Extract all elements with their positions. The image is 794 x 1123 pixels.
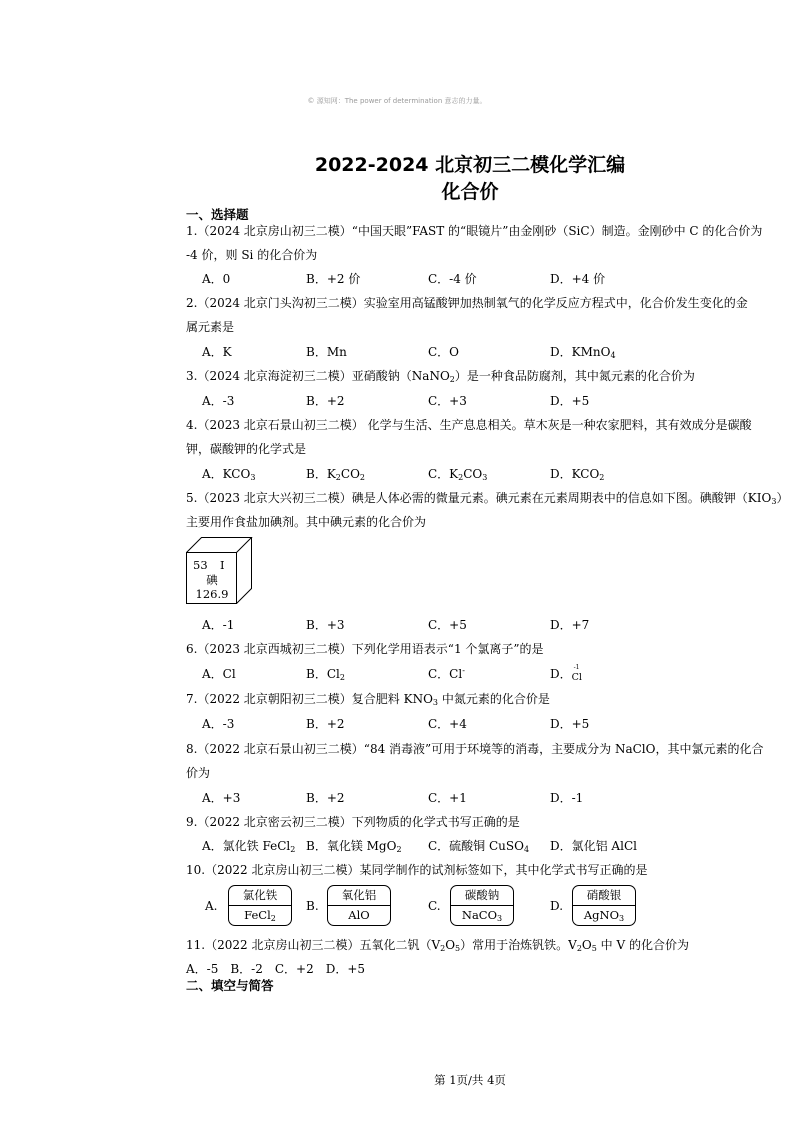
question-11-options: A．-5 B．-2 C．+2 D．+5 [186,962,366,976]
question-7-option-d: D．+5 [550,717,590,731]
valence-mark: -1 [573,664,580,671]
question-1-option-a: A．0 [202,272,231,286]
question-5-option-c: C．+5 [428,618,467,632]
question-8-line-2: 价为 [186,766,211,780]
question-7-option-c: C．+4 [428,717,467,731]
question-6-option-a: A．Cl [202,667,236,681]
reagent-label-c [450,885,514,926]
question-4-line-1: 4.（2023 北京石景山初三二模） 化学与生活、生产息息相关。草木灰是一种农家肥料，其有效成分是碳酸 [186,418,752,432]
question-1-option-c: C．-4 价 [428,272,477,286]
label-c-letter: C. [428,899,441,913]
question-7-option-b: B．+2 [306,717,345,731]
reagent-label-a-name: 氯化铁 [229,886,291,906]
question-8-option-b: B．+2 [306,791,345,805]
question-8-option-c: C．+1 [428,791,467,805]
question-4-line-2: 钾，碳酸钾的化学式是 [186,442,307,456]
question-3-option-b: B．+2 [306,394,345,408]
reagent-label-d-name: 硝酸银 [573,886,635,906]
question-5-option-d: D．+7 [550,618,590,632]
question-9-option-b: B．氧化镁 MgO$_2$ [306,839,402,854]
chlorine-symbol: Cl [571,672,582,683]
question-1-line-1: 1.（2024 北京房山初三二模）“中国天眼”FAST 的“眼镜片”由金刚砂（SiC）制造。金刚砂中 C 的化合价为 [186,224,763,238]
section-heading-fill-in: 二、填空与简答 [186,978,274,993]
question-3-option-c: C．+3 [428,394,467,408]
element-symbol: I [220,558,225,572]
question-4-option-d: D．$KCO_2$ [550,467,605,482]
document-title: 2022-2024 北京初三二模化学汇编 [314,154,626,176]
question-5-option-b: B．+3 [306,618,345,632]
question-1-option-b: B．+2 价 [306,272,361,286]
question-2-option-c: C．O [428,345,460,359]
question-11-line-1: 11.（2022 北京房山初三二模）五氧化二钒$(V_2O_5)$常用于治炼钒铁。$V_2O_5$ 中 V 的化合价为 [186,938,689,953]
question-2-option-b: B．Mn [306,345,347,359]
question-2-option-d: D．KMnO$_4$ [550,345,616,360]
question-9-option-c: C．硫酸铜 CuSO$_4$ [428,839,530,854]
reagent-label-b-name: 氧化铝 [328,886,390,906]
question-10-line-1: 10.（2022 北京房山初三二模）某同学制作的试剂标签如下，其中化学式书写正确的是 [186,863,648,877]
question-5-option-a: A．-1 [202,618,235,632]
question-5-line-2: 主要用作食盐加碘剂。其中碘元素的化合价为 [186,515,427,529]
question-2-option-a: A．K [202,345,232,359]
question-8-option-a: A．+3 [202,791,241,805]
reagent-label-a [228,885,292,926]
reagent-label-d [572,885,636,926]
reagent-label-c-formula: NaCO$_3$ [461,908,503,923]
page-header-watermark: © 源知网：The power of determination 意志的力量。 [307,97,487,105]
question-5-line-1: 5.（2023 北京大兴初三二模）碘是人体必需的微量元素。碘元素在元素周期表中的信息如下图。碘酸钾$(KIO_3)$ [186,491,789,506]
question-2-line-1: 2.（2024 北京门头沟初三二模）实验室用高锰酸钾加热制氧气的化学反应方程式中，化合价发生变化的金 [186,296,748,310]
section-heading-choice: 一、选择题 [186,207,249,222]
reagent-label-c-name: 碳酸钠 [451,886,513,906]
reagent-label-d-formula: AgNO$_3$ [583,908,625,923]
question-1-option-d: D．+4 价 [550,272,606,286]
question-7-line-1: 7.（2022 北京朝阳初三二模）复合肥料 $KNO_3$ 中氮元素的化合价是 [186,692,550,707]
question-9-option-a: A．氯化铁 FeCl$_2$ [202,839,296,854]
label-b-letter: B. [306,899,319,913]
question-3-option-a: A．-3 [202,394,235,408]
question-1-line-2: -4 价，则 Si 的化合价为 [186,248,318,262]
question-4-option-a: A．$KCO_3$ [202,467,256,482]
question-6-option-d: D． -1 Cl [550,664,582,683]
reagent-label-b-formula: AlO [348,908,370,922]
document-subtitle: 化合价 [441,181,499,203]
question-8-line-1: 8.（2022 北京石景山初三二模）“84 消毒液”可用于环境等的消毒，主要成分为 NaClO，其中氯元素的化合 [186,742,764,756]
reagent-label-a-formula: FeCl$_2$ [244,908,276,923]
element-name: 碘 [206,573,218,587]
question-6-option-b: B．$Cl_2$ [306,667,345,682]
question-3-option-d: D．+5 [550,394,590,408]
question-9-option-d: D．氯化铝 AlCl [550,839,637,853]
element-atomic-number: 53 [193,558,208,572]
question-7-option-a: A．-3 [202,717,235,731]
label-d-letter: D. [550,899,564,913]
question-6-line-1: 6.（2023 北京西城初三二模）下列化学用语表示“1 个氯离子”的是 [186,642,544,656]
question-4-option-c: C．$K_2CO_3$ [428,467,488,482]
question-6-option-c: C．Cl- [428,666,465,681]
reagent-label-b [327,885,391,926]
page-footer: 第 1页/共 4页 [434,1073,506,1087]
question-9-line-1: 9.（2022 北京密云初三二模）下列物质的化学式书写正确的是 [186,815,520,829]
question-2-line-2: 属元素是 [186,320,235,334]
label-a-letter: A. [205,899,218,913]
question-8-option-d: D．-1 [550,791,584,805]
question-4-option-b: B．$K_2CO_2$ [306,467,366,482]
element-atomic-mass: 126.9 [195,587,229,601]
question-3-line-1: 3.（2024 北京海淀初三二模）亚硝酸钠（NaNO$_2$）是一种食品防腐剂，其中氮元素的化合价为 [186,369,695,384]
